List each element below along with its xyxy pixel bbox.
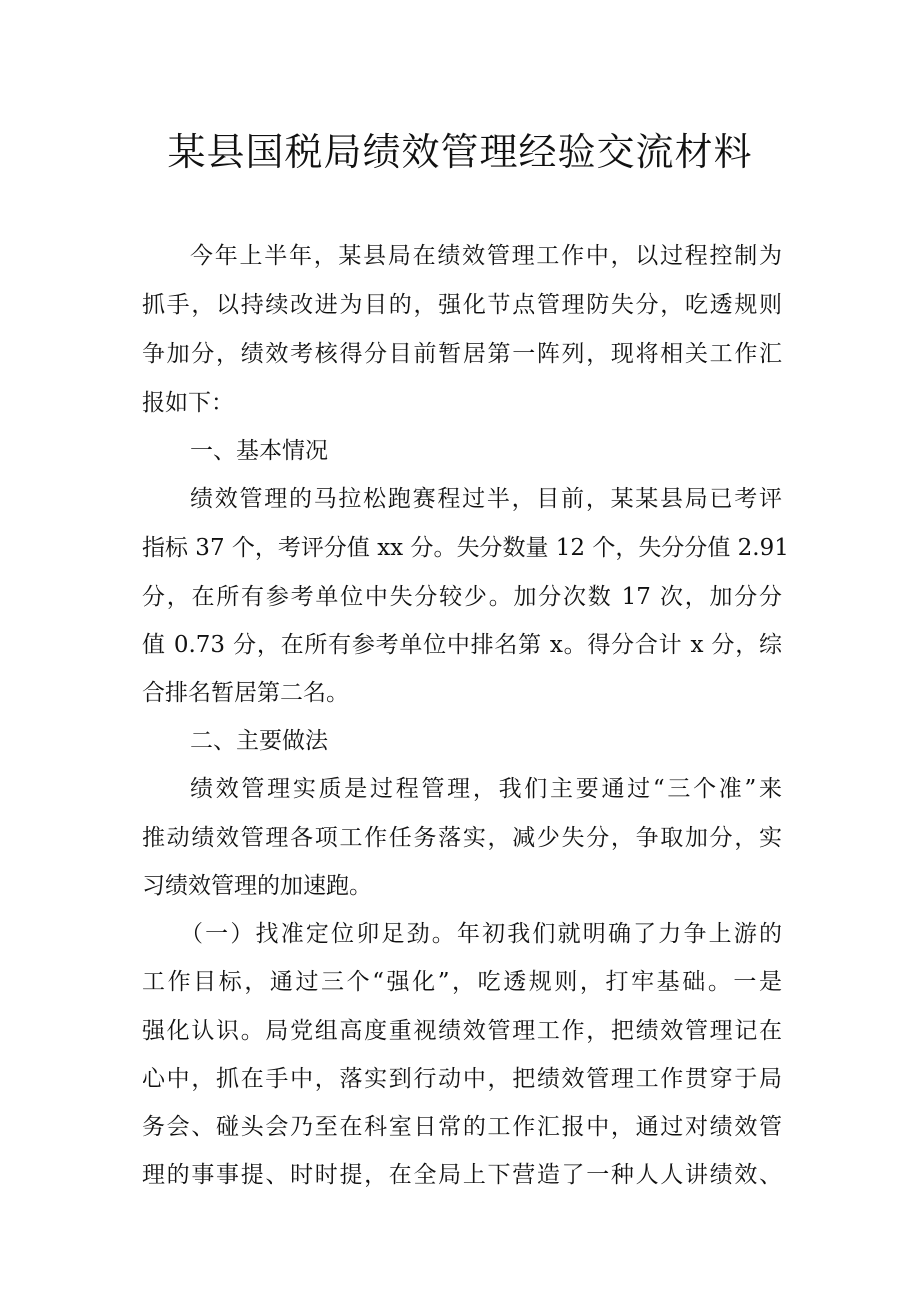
paragraph-line: 报如下： [142,390,234,416]
paragraph-line: 推动绩效管理各项工作任务落实，减少失分，争取加分，实 [142,825,782,851]
paragraph-line: 绩效管理实质是过程管理，我们主要通过“三个准”来 [190,776,782,802]
paragraph-line: 理的事事提、时时提，在全局上下营造了一种人人讲绩效、 [142,1162,782,1188]
paragraph-line: 指标 37 个，考评分值 xx 分。失分数量 12 个，失分分值 2.91 [142,535,789,561]
paragraph-line: 绩效管理的马拉松跑赛程过半，目前，某某县局已考评 [190,486,782,512]
paragraph-line: 争加分，绩效考核得分目前暂居第一阵列，现将相关工作汇 [142,341,782,367]
paragraph-line: 今年上半年，某县局在绩效管理工作中，以过程控制为 [190,243,782,269]
paragraph-line: 抓手，以持续改进为目的，强化节点管理防失分，吃透规则 [142,292,782,318]
paragraph-line: 工作目标，通过三个“强化”，吃透规则，打牢基础。一是 [142,969,782,995]
paragraph-line: 心中，抓在手中，落实到行动中，把绩效管理工作贯穿于局 [142,1066,782,1092]
paragraph-line: 强化认识。局党组高度重视绩效管理工作，把绩效管理记在 [142,1018,782,1044]
paragraph-line: 分，在所有参考单位中失分较少。加分次数 17 次，加分分 [142,584,782,610]
section-heading-methods: 二、主要做法 [190,728,328,754]
section-heading-basic: 一、基本情况 [190,438,328,464]
paragraph-line: 值 0.73 分，在所有参考单位中排名第 x。得分合计 x 分，综 [142,632,782,658]
paragraph-line: 务会、碰头会乃至在科室日常的工作汇报中，通过对绩效管 [142,1114,782,1140]
document-title: 某县国税局绩效管理经验交流材料 [167,130,753,174]
paragraph-line: （一）找准定位卯足劲。年初我们就明确了力争上游的 [180,921,782,947]
paragraph-line: 合排名暂居第二名。 [142,680,349,706]
paragraph-line: 习绩效管理的加速跑。 [142,873,372,899]
